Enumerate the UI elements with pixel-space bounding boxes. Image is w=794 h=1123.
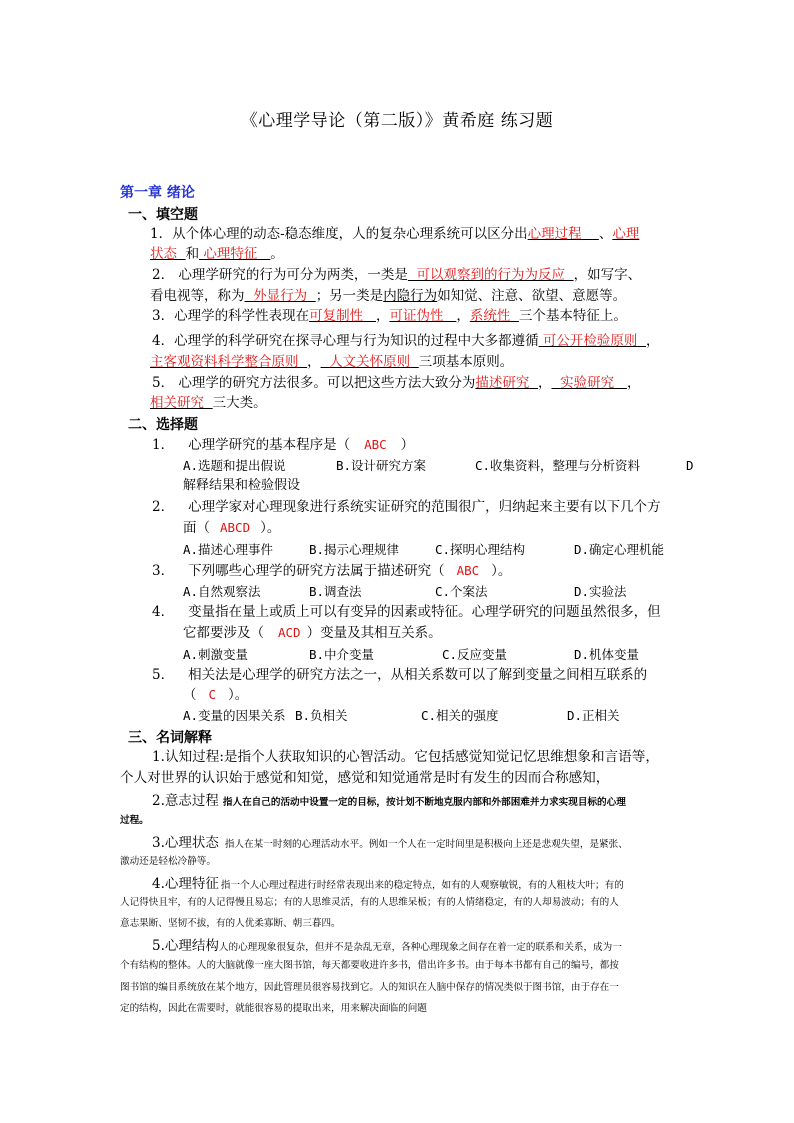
fill-q2-answer1: 可以观察到的行为为反应 bbox=[416, 267, 565, 283]
fill-q3-answer1: 可复制性 bbox=[309, 308, 364, 324]
fill-q2-line1: 2． 心理学研究的行为可分为两类，一类是 可以观察到的行为为反应 ，如写字、 bbox=[152, 267, 642, 283]
choice-q5-option-c: C.相关的强度 bbox=[421, 708, 499, 723]
choice-q4-option-a: A.刺激变量 bbox=[183, 647, 249, 662]
fill-q5-line1: 5． 心理学的研究方法很多。可以把这些方法大致分为描述研究 ， 实验研究 ， bbox=[152, 375, 641, 391]
choice-q1-answer: ABC bbox=[364, 437, 387, 452]
choice-q2-option-d: D.确定心理机能 bbox=[574, 542, 665, 557]
chapter-heading: 第一章 绪论 bbox=[120, 185, 195, 201]
term5-line3: 图书馆的编目系统放在某个地方，因此管理员很容易找到它。人的知识在人脑中保存的情况类似于图书馆，由于存在一 bbox=[120, 982, 619, 993]
choice-q5-stem2: （ C ）。 bbox=[183, 687, 249, 703]
choice-q1-option-d: D bbox=[686, 458, 694, 473]
term5-line2: 个有结构的整体。人的大脑就像一座大图书馆，每天都要收进许多书，借出许多书。由于每本书都有自己的编号，都按 bbox=[120, 960, 619, 971]
term4-line1: 4.心理特征 指一个人心理过程进行时经常表现出来的稳定特点，如有的人观察敏锐，有的人粗枝大叶；有的 bbox=[152, 876, 624, 892]
choice-q2-option-a: A.描述心理事件 bbox=[183, 542, 274, 557]
choice-q2-answer: ABCD bbox=[220, 520, 251, 535]
fill-q5-line2: 相关研究 三大类。 bbox=[150, 395, 267, 411]
fill-q4-line1: 4．心理学的科学研究在探寻心理与行为知识的过程中大多都遵循 可公开检验原则 ， bbox=[152, 333, 660, 349]
fill-q1-line2: 状态 和 心理特征 。 bbox=[150, 246, 284, 262]
choice-q1-stem: 1． 心理学研究的基本程序是（ ABC ） bbox=[152, 437, 415, 453]
fill-q4-answer3: 人文关怀原则 bbox=[329, 354, 411, 370]
fill-q2-answer3: 内隐行为 bbox=[383, 288, 438, 304]
fill-q3-line: 3．心理学的科学性表现在可复制性 ，可证伪性 ，系统性 三个基本特征上。 bbox=[152, 308, 627, 324]
choice-q4-answer: ACD bbox=[278, 625, 301, 640]
choice-q5-option-b: B.负相关 bbox=[295, 708, 348, 723]
term3-head: 3.心理状态 bbox=[152, 835, 219, 851]
fill-q5-answer1: 描述研究 bbox=[475, 375, 530, 391]
fill-q1-answer3: 心理特征 bbox=[203, 246, 258, 262]
choice-q2-option-c: C.探明心理结构 bbox=[435, 542, 526, 557]
fill-q5-answer3: 相关研究 bbox=[150, 395, 204, 411]
choice-q1-option-b: B.设计研究方案 bbox=[336, 458, 427, 473]
term4-line3: 意志果断、坚韧不拔，有的人优柔寡断、朝三暮四。 bbox=[120, 918, 341, 929]
choice-q2-stem2: 面（ ABCD ）。 bbox=[183, 520, 281, 536]
term4-head: 4.心理特征 bbox=[152, 876, 219, 892]
choice-q5-answer: C bbox=[208, 687, 217, 702]
term2-line1: 2.意志过程 指人在自己的活动中设置一定的目标，按计划不断地克服内部和外部困难并力求实现目标的心理 bbox=[152, 793, 626, 809]
fill-q1-answer1: 心理过程 bbox=[527, 226, 582, 242]
page-title: 《心理学导论（第二版）》黄希庭 练习题 bbox=[240, 111, 554, 131]
choice-q3-option-a: A.自然观察法 bbox=[183, 584, 261, 599]
fill-q4-answer2: 主客观资料科学整合原则 bbox=[150, 354, 299, 370]
term3-line2: 激动还是轻松冷静等。 bbox=[120, 856, 216, 867]
choice-q1-option-a: A.选题和提出假说 bbox=[183, 458, 286, 473]
choice-q2-option-b: B.揭示心理规律 bbox=[309, 542, 400, 557]
choice-q2-stem1: 2． 心理学家对心理现象进行系统实证研究的范围很广，归纳起来主要有以下几个方 bbox=[152, 499, 661, 515]
term1-line2: 个人对世界的认识始于感觉和知觉，感觉和知觉通常是时有发生的因而合称感知， bbox=[120, 770, 610, 786]
choice-q1-option-c: C.收集资料，整理与分析资料 bbox=[475, 458, 641, 473]
fill-q3-answer3: 系统性 bbox=[469, 308, 511, 324]
choice-q3-answer: ABC bbox=[456, 563, 480, 578]
fill-q3-answer2: 可证伪性 bbox=[389, 308, 444, 324]
term5-head: 5.心理结构 bbox=[152, 938, 219, 954]
fill-q2-line2: 看电视等，称为 外显行为 ；另一类是内隐行为如知觉、注意、欲望、意愿等。 bbox=[150, 288, 627, 304]
choice-q4-stem1: 4． 变量指在量上或质上可以有变异的因素或特征。心理学研究的问题虽然很多，但 bbox=[152, 604, 661, 620]
section-fill-heading: 一、填空题 bbox=[128, 207, 198, 223]
choice-q4-option-b: B.中介变量 bbox=[309, 647, 375, 662]
fill-q4-answer1: 可公开检验原则 bbox=[542, 333, 638, 349]
choice-q5-option-d: D.正相关 bbox=[567, 708, 620, 723]
choice-q4-stem2: 它都要涉及（ ACD ）变量及其相互关系。 bbox=[183, 625, 442, 641]
fill-q2-answer2: 外显行为 bbox=[253, 288, 308, 304]
choice-q4-option-d: D.机体变量 bbox=[574, 647, 640, 662]
term1-line1: 1.认知过程:是指个人获取知识的心智活动。它包括感觉知觉记忆思维想象和言语等， bbox=[152, 749, 659, 765]
choice-q3-option-d: D.实验法 bbox=[574, 584, 627, 599]
choice-q5-option-a: A.变量的因果关系 bbox=[183, 708, 286, 723]
section-choice-heading: 二、选择题 bbox=[128, 417, 198, 433]
term2-head: 2.意志过程 bbox=[152, 793, 219, 809]
fill-q1-answer2b: 状态 bbox=[150, 246, 177, 262]
fill-q1-answer2a: 心理 bbox=[612, 226, 640, 242]
choice-q4-option-c: C.反应变量 bbox=[442, 647, 508, 662]
term5-line1: 5.心理结构人的心理现象很复杂，但并不是杂乱无章，各种心理现象之间存在着一定的联系和关系，成为一 bbox=[152, 938, 622, 954]
fill-q5-answer2: 实验研究 bbox=[560, 375, 615, 391]
term5-line4: 定的结构，因此在需要时，就能很容易的提取出来，用来解决面临的问题 bbox=[120, 1003, 427, 1014]
choice-q3-option-b: B.调查法 bbox=[309, 584, 362, 599]
choice-q3-option-c: C.个案法 bbox=[435, 584, 488, 599]
term2-line2: 过程。 bbox=[120, 815, 149, 826]
choice-q3-stem: 3． 下列哪些心理学的研究方法属于描述研究（ ABC ）。 bbox=[152, 563, 512, 579]
term4-line2: 人记得快且牢，有的人记得慢且易忘；有的人思维灵活，有的人思维呆板；有的人情绪稳定，有的人却易波动；有的人 bbox=[120, 897, 619, 908]
fill-q4-line2: 主客观资料科学整合原则 ， 人文关怀原则 三项基本原则。 bbox=[150, 354, 514, 370]
fill-q1-line1: 1．从个体心理的动态-稳态维度，人的复杂心理系统可以区分出心理过程 、心理 bbox=[150, 226, 640, 242]
choice-q5-stem1: 5． 相关法是心理学的研究方法之一，从相关系数可以了解到变量之间相互联系的 bbox=[152, 667, 648, 683]
term3-line1: 3.心理状态 指人在某一时刻的心理活动水平。例如一个人在一定时间里是积极向上还是悲观失望，是紧张、 bbox=[152, 835, 628, 851]
section-terms-heading: 三、名词解释 bbox=[128, 730, 212, 746]
choice-q1-option-d-text: 解释结果和检验假设 bbox=[183, 478, 301, 493]
